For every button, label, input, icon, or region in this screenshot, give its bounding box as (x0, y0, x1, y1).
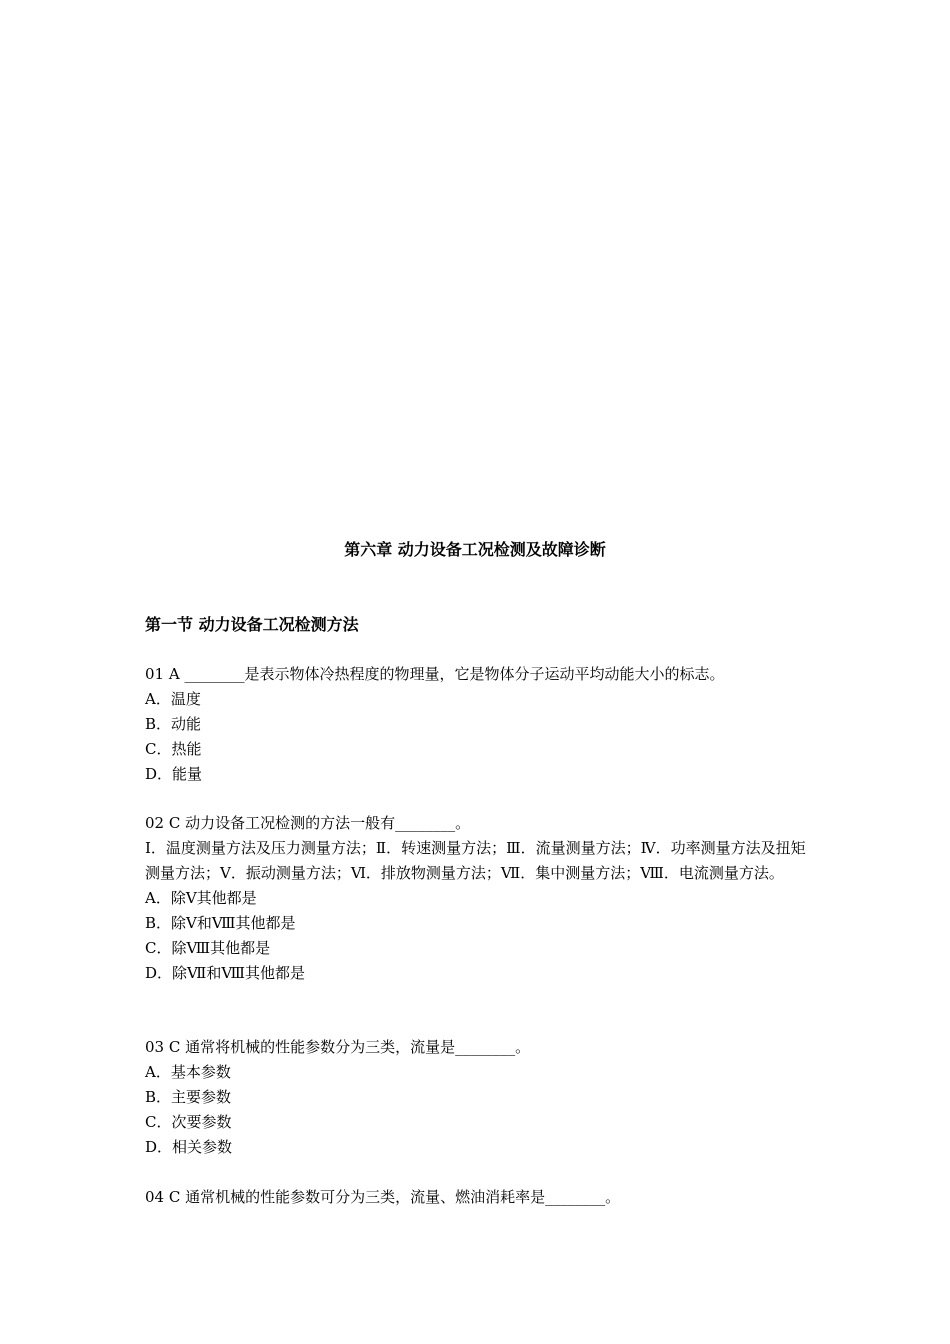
question-1 (145, 662, 810, 787)
option-b: B．除Ⅴ和Ⅷ其他都是 (145, 914, 296, 932)
option-b: B．主要参数 (145, 1088, 232, 1106)
question-stem: 01 A ________是表示物体冷热程度的物理量，它是物体分子运动平均动能大小的标志。 (145, 665, 725, 683)
section-title: 第一节 动力设备工况检测方法 (145, 615, 359, 634)
option-a: A．温度 (145, 690, 201, 708)
question-3 (145, 1035, 810, 1160)
option-b: B．动能 (145, 715, 202, 733)
option-c: C．除Ⅷ其他都是 (145, 939, 271, 957)
option-d: D．相关参数 (145, 1138, 233, 1156)
question-stem: 03 C 通常将机械的性能参数分为三类，流量是________。 (145, 1038, 531, 1056)
chapter-title: 第六章 动力设备工况检测及故障诊断 (344, 540, 606, 559)
option-a: A．基本参数 (145, 1063, 231, 1081)
option-c: C．次要参数 (145, 1113, 232, 1131)
question-stem: 04 C 通常机械的性能参数可分为三类，流量、燃油消耗率是________。 (145, 1188, 621, 1206)
question-2 (145, 811, 810, 986)
option-d: D．能量 (145, 765, 203, 783)
option-c: C．热能 (145, 740, 202, 758)
question-stem: 02 C 动力设备工况检测的方法一般有________。 (145, 814, 471, 832)
question-detail: Ⅰ．温度测量方法及压力测量方法；Ⅱ．转速测量方法；Ⅲ．流量测量方法；Ⅳ．功率测量方法及扭矩测量方法；Ⅴ．振动测量方法；Ⅵ．排放物测量方法；Ⅶ．集中测量方法；Ⅷ．电流测量方法。 (145, 839, 806, 882)
option-a: A．除Ⅴ其他都是 (145, 889, 257, 907)
option-d: D．除Ⅶ和Ⅷ其他都是 (145, 964, 306, 982)
question-4 (145, 1185, 810, 1210)
